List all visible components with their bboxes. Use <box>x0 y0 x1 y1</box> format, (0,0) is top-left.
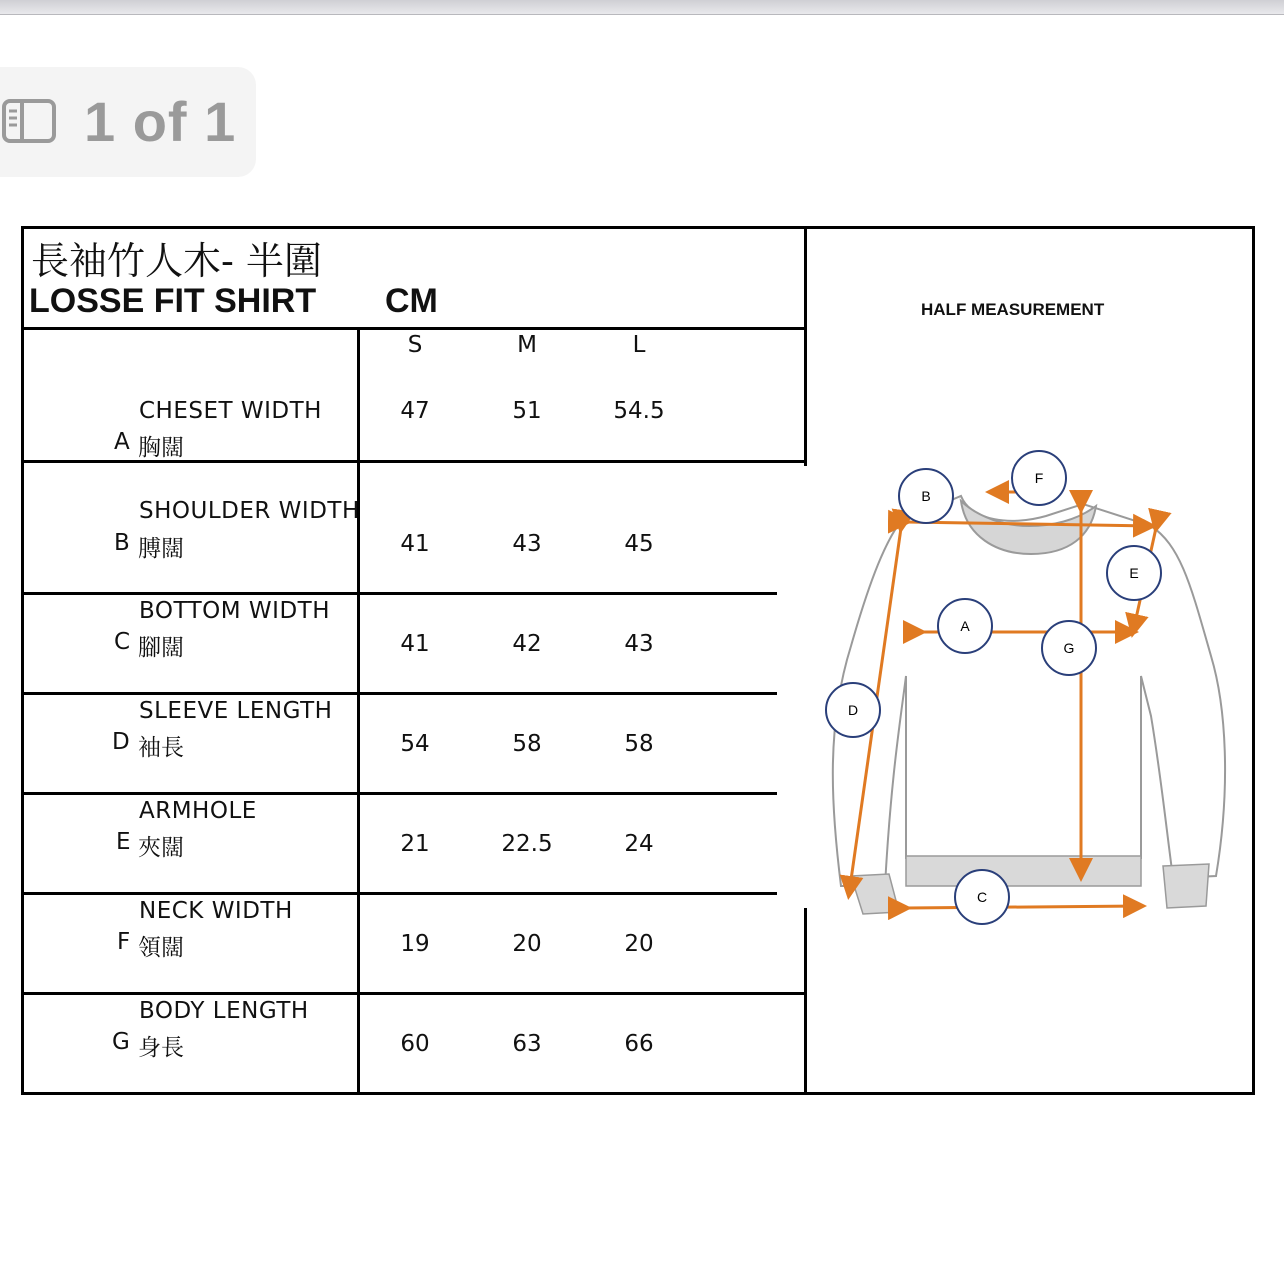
chart-title-chinese: 長袖竹人木- 半圍 <box>31 239 322 283</box>
marker-d <box>826 683 880 737</box>
row-line-6 <box>21 992 807 995</box>
marker-g <box>1042 621 1096 675</box>
row-line-2 <box>21 592 777 595</box>
row-letter: F <box>117 929 131 955</box>
unit-label: CM <box>385 282 438 320</box>
marker-f <box>1012 451 1066 505</box>
row-name-en: SHOULDER WIDTH <box>139 498 360 524</box>
value-s: 21 <box>400 831 430 857</box>
row-line-5 <box>21 892 777 895</box>
size-chart-sheet <box>21 226 1255 1095</box>
value-l: 20 <box>624 931 654 957</box>
size-header-l: L <box>632 332 646 358</box>
row-name-en: CHESET WIDTH <box>139 398 322 424</box>
border-top <box>21 226 1255 229</box>
row-name-en: BOTTOM WIDTH <box>139 598 331 624</box>
arrow-c-bottom <box>906 906 1141 908</box>
row-letter: C <box>114 629 131 655</box>
right-cuff <box>1163 864 1209 908</box>
column-divider <box>357 328 360 1095</box>
sweatshirt-diagram <box>811 446 1231 926</box>
value-s: 60 <box>400 1031 430 1057</box>
marker-b <box>899 469 953 523</box>
border-bottom <box>21 1092 1255 1095</box>
value-m: 63 <box>512 1031 542 1057</box>
value-s: 54 <box>400 731 430 757</box>
svg-text:F: F <box>1034 470 1044 486</box>
value-l: 24 <box>624 831 654 857</box>
row-letter: E <box>116 829 131 855</box>
value-l: 54.5 <box>613 398 665 424</box>
size-header-m: M <box>517 332 537 358</box>
header-line <box>21 327 807 330</box>
size-header-s: S <box>407 332 423 358</box>
value-m: 22.5 <box>501 831 553 857</box>
row-letter: A <box>114 429 130 455</box>
value-s: 47 <box>400 398 430 424</box>
marker-e <box>1107 546 1161 600</box>
svg-text:C: C <box>976 889 988 905</box>
row-name-cn: 腳闊 <box>138 635 184 661</box>
row-name-cn: 胸闊 <box>138 435 184 461</box>
border-left <box>21 226 24 1095</box>
value-s: 41 <box>400 631 430 657</box>
page-indicator[interactable] <box>0 67 256 177</box>
row-name-en: BODY LENGTH <box>139 998 309 1024</box>
page-count: 1 of 1 <box>84 90 237 153</box>
value-m: 51 <box>512 398 542 424</box>
svg-text:A: A <box>960 618 970 634</box>
chart-title-english: LOSSE FIT SHIRT <box>29 282 317 320</box>
value-m: 43 <box>512 531 542 557</box>
hem-rib <box>906 856 1141 886</box>
svg-text:B: B <box>921 488 931 504</box>
divider-upper <box>804 226 807 466</box>
svg-text:D: D <box>847 702 859 718</box>
svg-text:G: G <box>1063 640 1075 656</box>
value-s: 41 <box>400 531 430 557</box>
row-name-cn: 膊闊 <box>138 536 184 562</box>
value-l: 66 <box>624 1031 654 1057</box>
left-cuff <box>851 874 899 914</box>
divider-lower <box>804 908 807 1095</box>
value-m: 58 <box>512 731 542 757</box>
row-letter: G <box>112 1029 130 1055</box>
row-line-3 <box>21 692 777 695</box>
value-m: 20 <box>512 931 542 957</box>
border-right <box>1252 226 1255 1095</box>
row-name-cn: 夾闊 <box>138 835 184 861</box>
value-l: 58 <box>624 731 654 757</box>
marker-a <box>938 599 992 653</box>
row-name-cn: 領闊 <box>138 935 184 961</box>
row-letter: D <box>112 729 130 755</box>
row-name-cn: 身長 <box>138 1035 184 1061</box>
value-s: 19 <box>400 931 430 957</box>
row-name-en: ARMHOLE <box>139 798 257 824</box>
value-l: 45 <box>624 531 654 557</box>
row-letter: B <box>114 530 130 556</box>
svg-text:E: E <box>1129 565 1139 581</box>
sidebar-icon[interactable] <box>2 99 56 143</box>
value-l: 43 <box>624 631 654 657</box>
diagram-title: HALF MEASUREMENT <box>921 300 1105 319</box>
row-name-en: NECK WIDTH <box>139 898 293 924</box>
value-m: 42 <box>512 631 542 657</box>
row-name-cn: 袖長 <box>138 735 184 761</box>
viewer-top-bar <box>0 0 1284 15</box>
row-name-en: SLEEVE LENGTH <box>139 698 333 724</box>
marker-c <box>955 870 1009 924</box>
row-line-4 <box>21 792 777 795</box>
